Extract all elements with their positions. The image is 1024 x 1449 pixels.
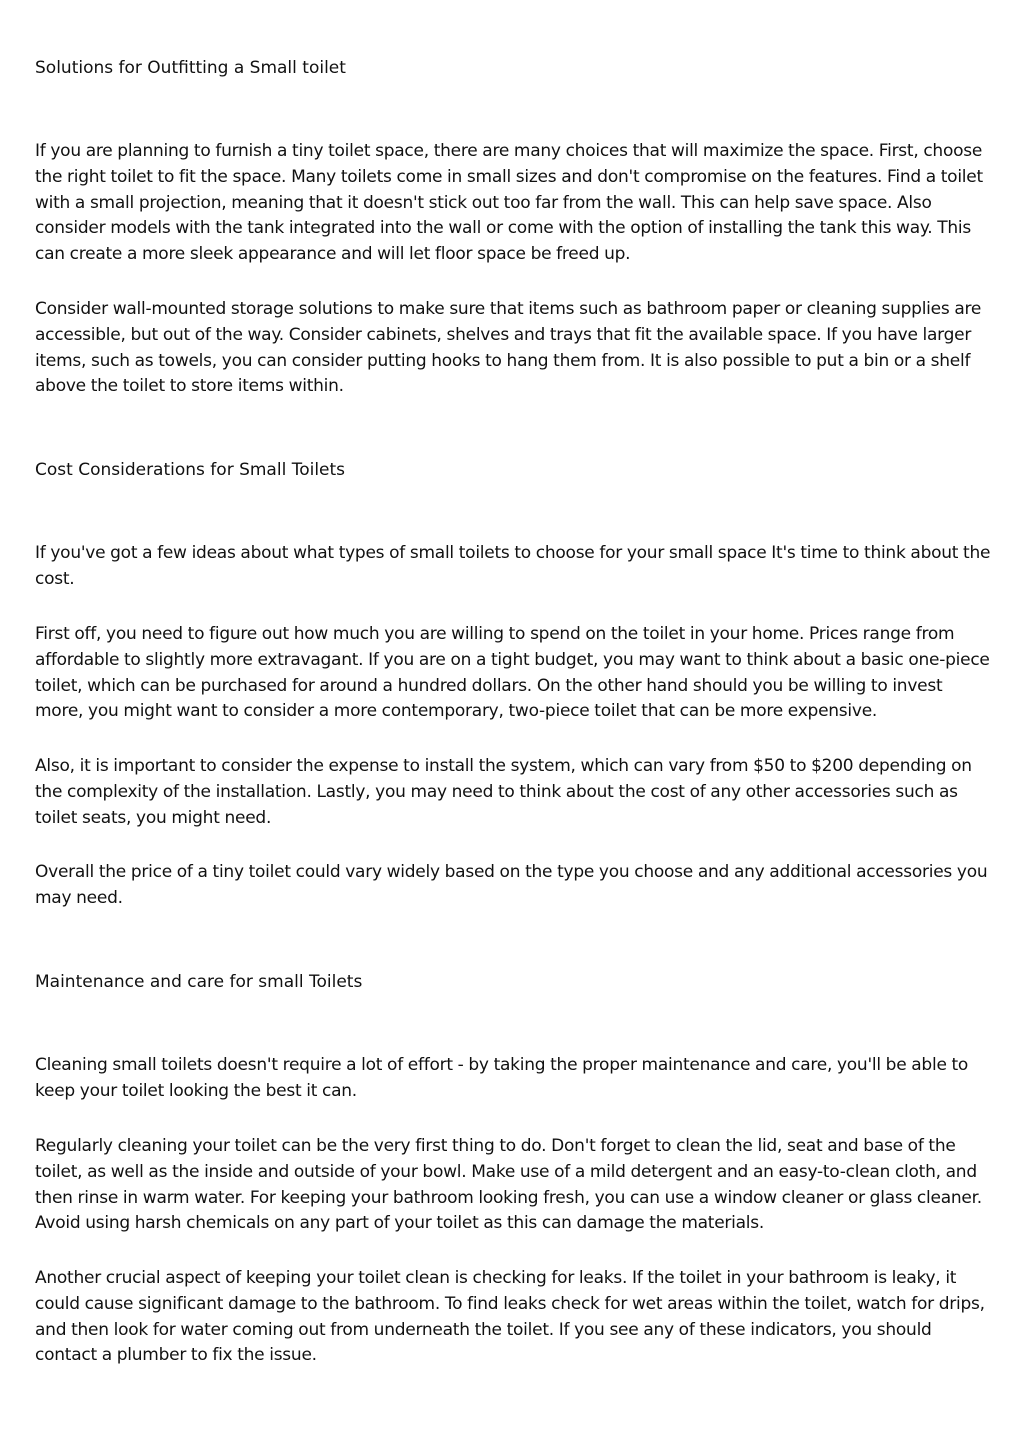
paragraph-maintenance-1: Cleaning small toilets doesn't require a lot of effort - by taking the proper maintenance and care, you'll be able to keep your toilet looking the best it can. bbox=[35, 1055, 969, 1101]
paragraph-cost-3: Also, it is important to consider the expense to install the system, which can vary from $50 to $200 depending on the complexity of the installation. Lastly, you may need to think about the cost of any other accessories such as toilet seats, you might need. bbox=[35, 756, 972, 828]
section-heading-cost: Cost Considerations for Small Toilets bbox=[35, 460, 346, 480]
paragraph-maintenance-3: Another crucial aspect of keeping your toilet clean is checking for leaks. If the toilet in your bathroom is leaky, it could cause significant damage to the bathroom. To find leaks check for wet areas within the toilet, watch for drips, and then look for water coming out from underneath the toilet. If you see any of these indicators, you should contact a plumber to fix the issue. bbox=[35, 1268, 985, 1366]
paragraph-maintenance-2: Regularly cleaning your toilet can be the very first thing to do. Don't forget to clean the lid, seat and base of the toilet, as well as the inside and outside of your bowl. Make use of a mild detergent and an easy-to-clean cloth, and then rinse in warm water. For keeping your bathroom looking fresh, you can use a window cleaner or glass cleaner. Avoid using harsh chemicals on any part of your toilet as this can damage the materials. bbox=[35, 1136, 982, 1234]
paragraph-cost-1: If you've got a few ideas about what types of small toilets to choose for your small space It's time to think about the cost. bbox=[35, 543, 991, 589]
paragraph-cost-4: Overall the price of a tiny toilet could vary widely based on the type you choose and any additional accessories you may need. bbox=[35, 862, 988, 908]
paragraph-cost-2: First off, you need to figure out how much you are willing to spend on the toilet in your home. Prices range from affordable to slightly more extravagant. If you are on a tight budget, you may want to think about a basic one-piece toilet, which can be purchased for around a hundred dollars. On the other hand should you be willing to invest more, you might want to consider a more contemporary, two-piece toilet that can be more expensive. bbox=[35, 624, 990, 722]
section-heading-maintenance: Maintenance and care for small Toilets bbox=[35, 972, 363, 992]
section-heading-outfitting: Solutions for Outfitting a Small toilet bbox=[35, 58, 346, 78]
paragraph-outfitting-1: If you are planning to furnish a tiny toilet space, there are many choices that will maximize the space. First, choose the right toilet to fit the space. Many toilets come in small sizes and don't compromise on the features. Find a toilet with a small projection, meaning that it doesn't stick out too far from the wall. This can help save space. Also consider models with the tank integrated into the wall or come with the option of installing the tank this way. This can create a more sleek appearance and will let floor space be freed up. bbox=[35, 141, 983, 265]
paragraph-outfitting-2: Consider wall-mounted storage solutions to make sure that items such as bathroom paper or cleaning supplies are accessible, but out of the way. Consider cabinets, shelves and trays that fit the available space. If you have larger items, such as towels, you can consider putting hooks to hang them from. It is also possible to put a bin or a shelf above the toilet to store items within. bbox=[35, 299, 982, 397]
